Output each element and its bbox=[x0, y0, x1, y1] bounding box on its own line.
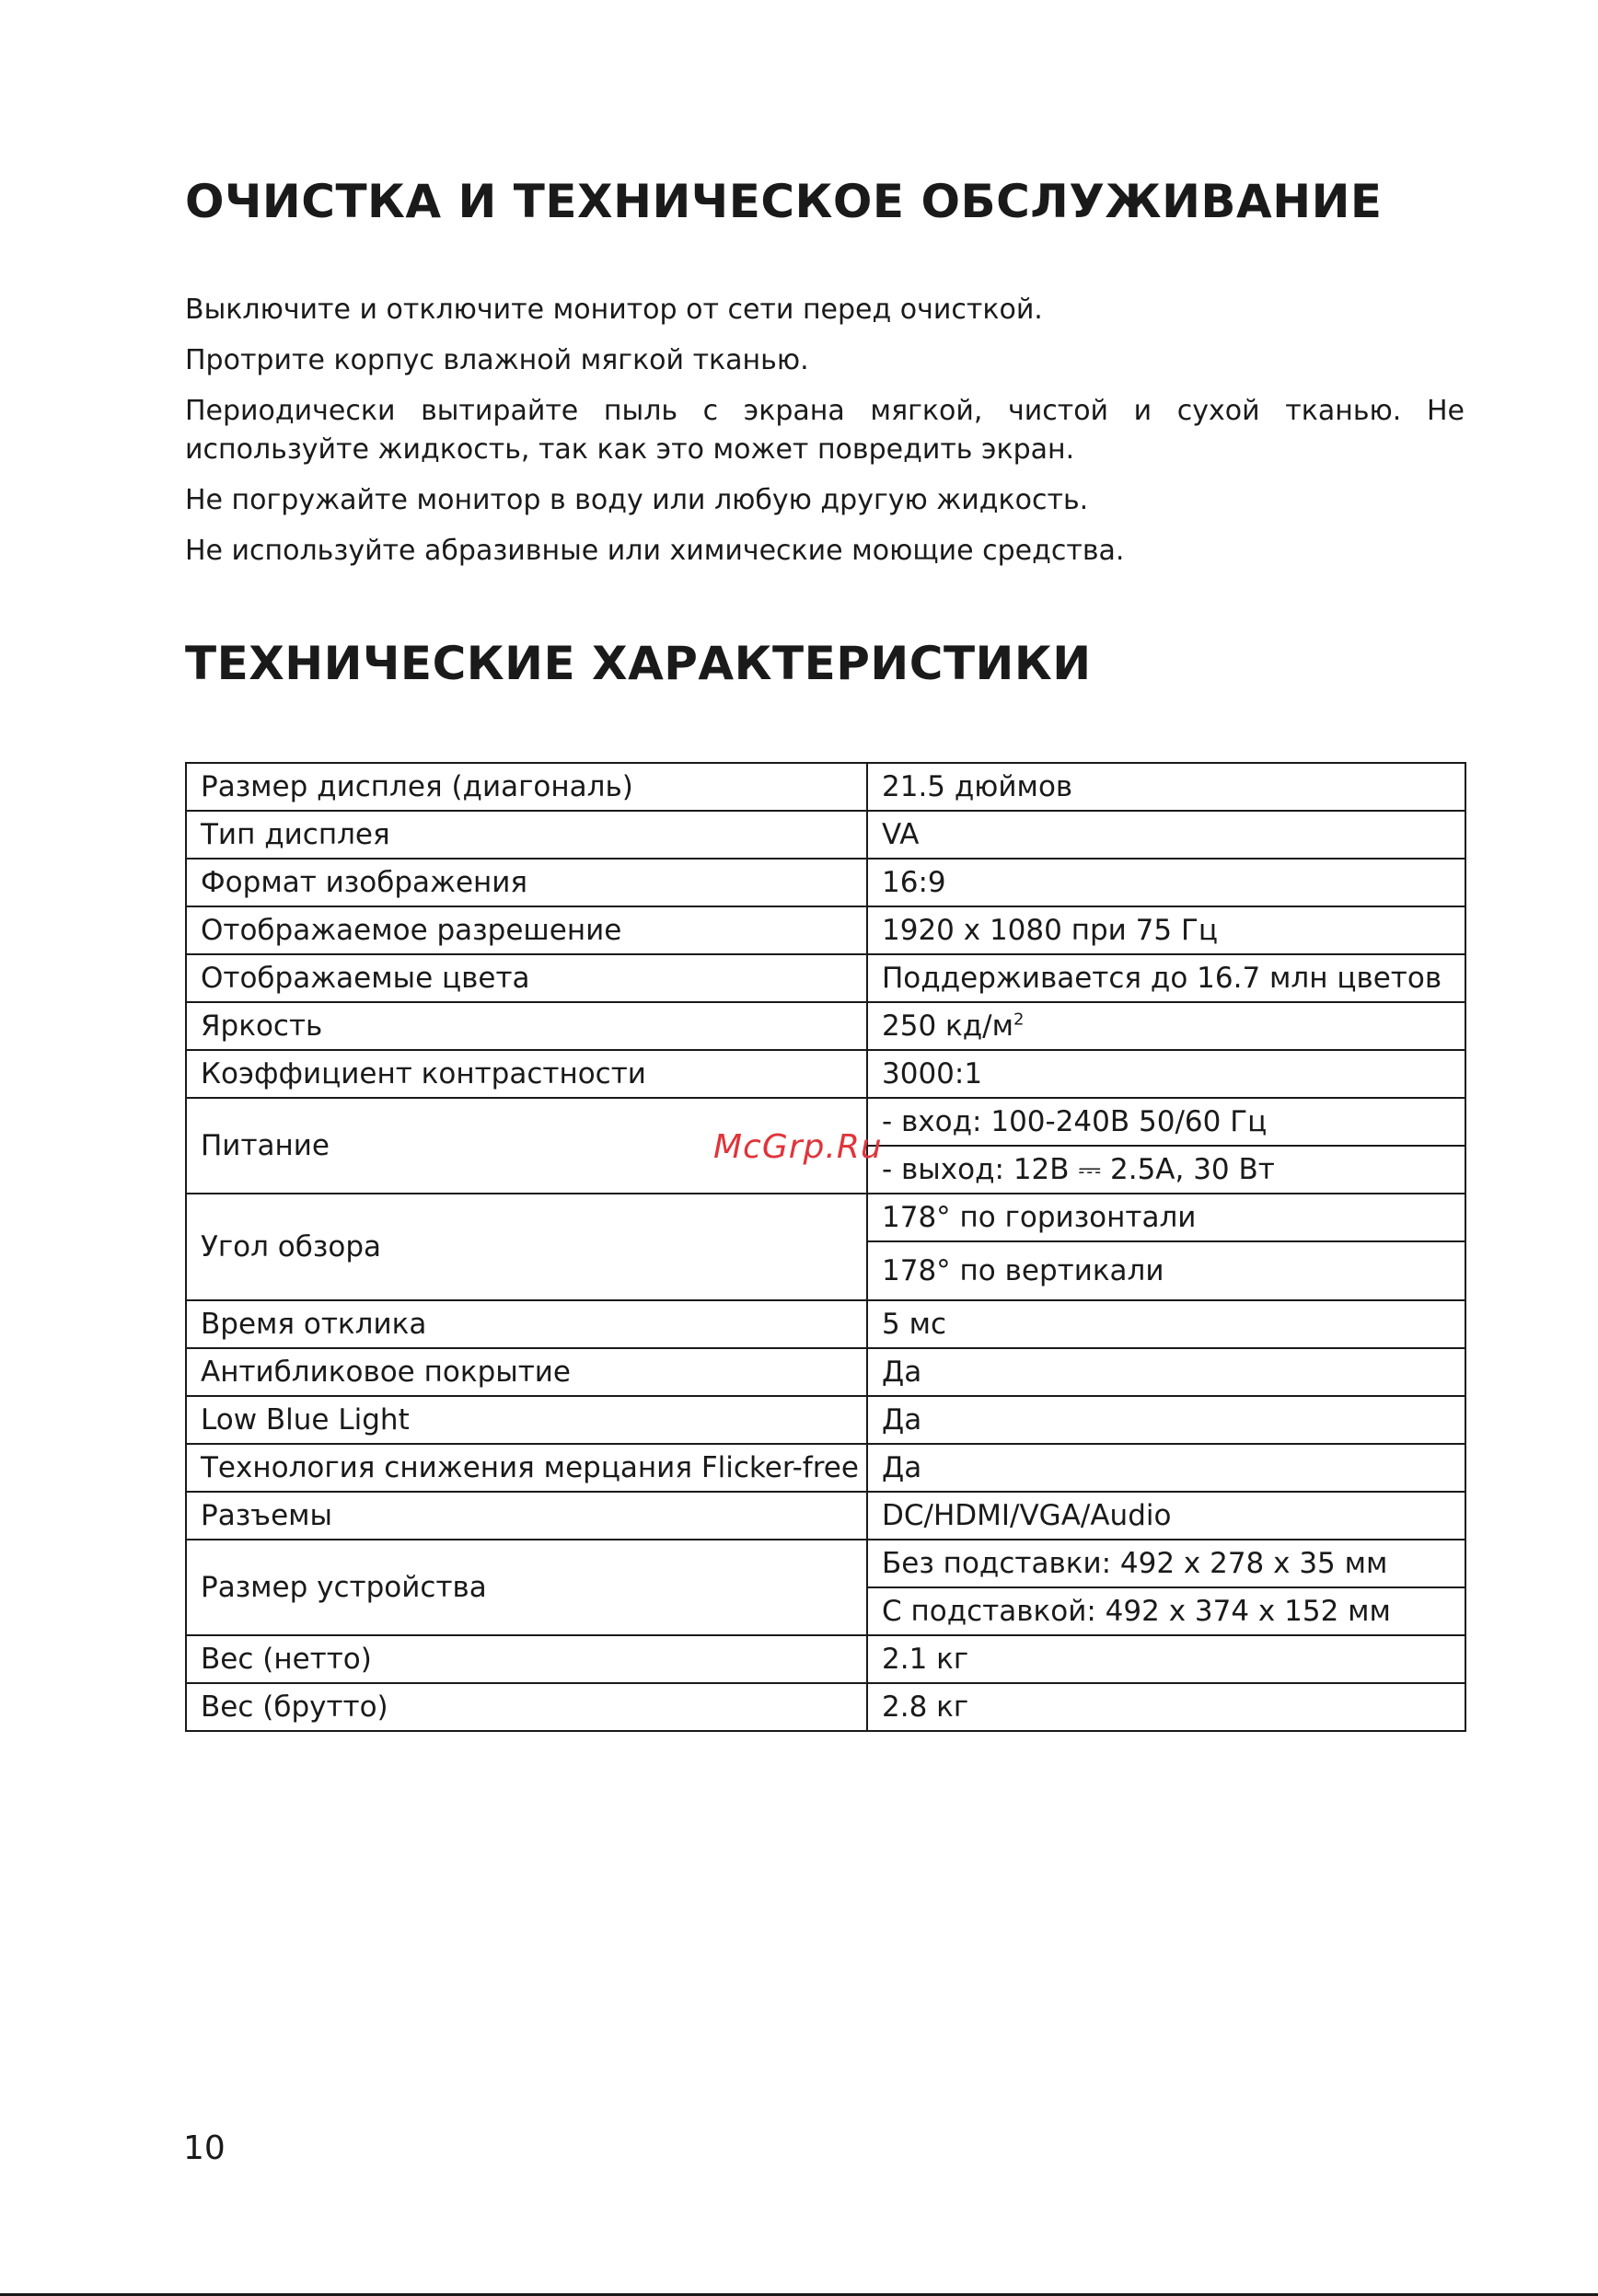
table-row bbox=[186, 1050, 1465, 1098]
table-row bbox=[186, 763, 1465, 811]
cleaning-paragraph: Не используйте абразивные или химические моющие средства. bbox=[185, 535, 1125, 567]
spec-label: Отображаемые цвета bbox=[186, 954, 867, 1002]
cleaning-heading: ОЧИСТКА И ТЕХНИЧЕСКОЕ ОБСЛУЖИВАНИЕ bbox=[185, 175, 1383, 228]
specs-table bbox=[185, 762, 1466, 1732]
spec-label: Low Blue Light bbox=[186, 1396, 867, 1444]
spec-value: Да bbox=[867, 1396, 1465, 1444]
cleaning-paragraph: Не погружайте монитор в воду или любую другую жидкость. bbox=[185, 484, 1089, 516]
table-row bbox=[186, 1194, 1465, 1241]
table-row bbox=[186, 1683, 1465, 1731]
superscript: 2 bbox=[1013, 1010, 1025, 1030]
table-row bbox=[186, 1635, 1465, 1683]
spec-value: - вход: 100-240В 50/60 Гц bbox=[867, 1098, 1465, 1146]
table-row bbox=[186, 1002, 1465, 1050]
table-row bbox=[186, 1492, 1465, 1540]
spec-label: Яркость bbox=[186, 1002, 867, 1050]
spec-value: Да bbox=[867, 1444, 1465, 1492]
cleaning-paragraph: Периодически вытирайте пыль с экрана мягкой, чистой и сухой тканью. Не используйте жидкость, так как это может повредить экран. bbox=[185, 395, 1465, 466]
spec-label: Угол обзора bbox=[186, 1194, 867, 1300]
table-row bbox=[186, 1444, 1465, 1492]
table-row bbox=[186, 906, 1465, 954]
table-row bbox=[186, 811, 1465, 859]
spec-value: Да bbox=[867, 1348, 1465, 1396]
spec-label: Разъемы bbox=[186, 1492, 867, 1540]
page-number: 10 bbox=[183, 2129, 226, 2167]
spec-label: Размер дисплея (диагональ) bbox=[186, 763, 867, 811]
spec-label: Питание bbox=[186, 1098, 867, 1194]
spec-label: Вес (нетто) bbox=[186, 1635, 867, 1683]
spec-value: 178° по вертикали bbox=[867, 1241, 1465, 1300]
spec-label: Технология снижения мерцания Flicker-free bbox=[186, 1444, 867, 1492]
spec-value: 21.5 дюймов bbox=[867, 763, 1465, 811]
table-row bbox=[186, 1396, 1465, 1444]
brightness-value: 250 кд/м bbox=[882, 1010, 1014, 1043]
cleaning-paragraph: Выключите и отключите монитор от сети перед очисткой. bbox=[185, 294, 1043, 326]
specs-heading: ТЕХНИЧЕСКИЕ ХАРАКТЕРИСТИКИ bbox=[185, 637, 1092, 690]
spec-value: Поддерживается до 16.7 млн цветов bbox=[867, 954, 1465, 1002]
table-row bbox=[186, 1348, 1465, 1396]
table-row bbox=[186, 1540, 1465, 1587]
spec-label: Размер устройства bbox=[186, 1540, 867, 1635]
spec-label: Отображаемое разрешение bbox=[186, 906, 867, 954]
spec-value: С подставкой: 492 x 374 x 152 мм bbox=[867, 1587, 1465, 1635]
spec-value: DC/HDMI/VGA/Audio bbox=[867, 1492, 1465, 1540]
spec-value: 2.8 кг bbox=[867, 1683, 1465, 1731]
spec-value: 1920 x 1080 при 75 Гц bbox=[867, 906, 1465, 954]
spec-value: 16:9 bbox=[867, 859, 1465, 906]
spec-value: 5 мс bbox=[867, 1300, 1465, 1348]
spec-label: Антибликовое покрытие bbox=[186, 1348, 867, 1396]
table-row bbox=[186, 954, 1465, 1002]
spec-value: 2.1 кг bbox=[867, 1635, 1465, 1683]
spec-label: Время отклика bbox=[186, 1300, 867, 1348]
spec-value: 3000:1 bbox=[867, 1050, 1465, 1098]
cleaning-instructions bbox=[185, 291, 1465, 583]
cleaning-paragraph: Протрите корпус влажной мягкой тканью. bbox=[185, 344, 809, 376]
spec-value: - выход: 12В ⎓ 2.5А, 30 Вт bbox=[867, 1146, 1465, 1194]
table-row bbox=[186, 859, 1465, 906]
spec-value: Без подставки: 492 x 278 x 35 мм bbox=[867, 1540, 1465, 1587]
spec-value bbox=[867, 1002, 1465, 1050]
spec-label: Тип дисплея bbox=[186, 811, 867, 859]
spec-label: Формат изображения bbox=[186, 859, 867, 906]
watermark: McGrp.Ru bbox=[713, 1128, 883, 1166]
table-row bbox=[186, 1300, 1465, 1348]
spec-label: Вес (брутто) bbox=[186, 1683, 867, 1731]
spec-label: Коэффициент контрастности bbox=[186, 1050, 867, 1098]
spec-value: 178° по горизонтали bbox=[867, 1194, 1465, 1241]
spec-value: VA bbox=[867, 811, 1465, 859]
